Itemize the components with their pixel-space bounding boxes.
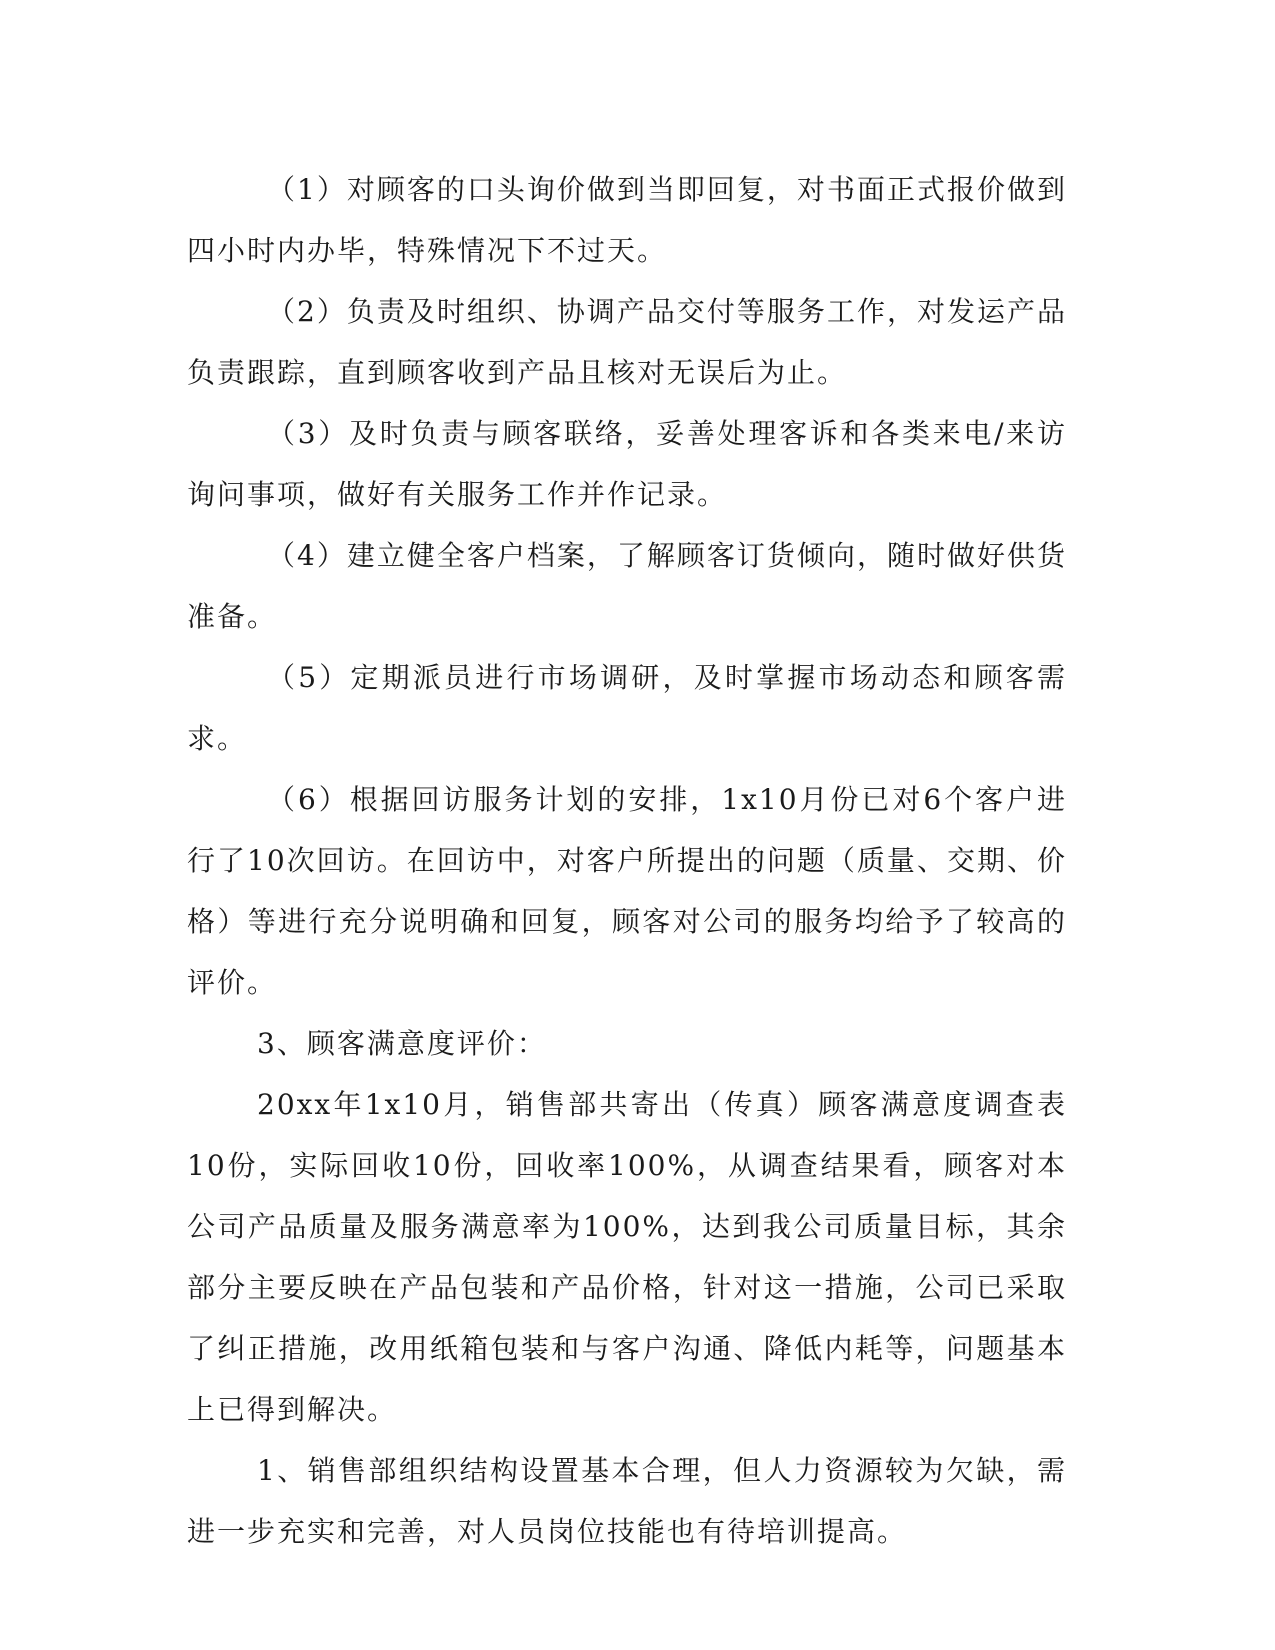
section-heading: 3、顾客满意度评价： (257, 1027, 547, 1060)
paragraph-1: （1）对顾客的口头询价做到当即回复，对书面正式报价做到四小时内办毕，特殊情况下不过天。 (187, 173, 1067, 267)
paragraph-2: （2）负责及时组织、协调产品交付等服务工作，对发运产品负责跟踪，直到顾客收到产品且核对无误后为止。 (187, 295, 1067, 389)
paragraph-5: （5）定期派员进行市场调研，及时掌握市场动态和顾客需求。 (187, 661, 1067, 755)
document-page (187, 159, 1067, 1562)
paragraph-7: 20xx年1x10月，销售部共寄出（传真）顾客满意度调查表10份，实际回收10份，回收率100%，从调查结果看，顾客对本公司产品质量及服务满意率为100%，达到我公司质量目标，其余部分主要反映在产品包装和产品价格，针对这一措施，公司已采取了纠正措施，改用纸箱包装和与客户沟通、降低内耗等，问题基本上已得到解决。 (187, 1088, 1067, 1426)
paragraph-3: （3）及时负责与顾客联络，妥善处理客诉和各类来电/来访询问事项，做好有关服务工作并作记录。 (187, 417, 1067, 511)
paragraph-8: 1、销售部组织结构设置基本合理，但人力资源较为欠缺，需进一步充实和完善，对人员岗位技能也有待培训提高。 (187, 1454, 1067, 1548)
paragraph-4: （4）建立健全客户档案，了解顾客订货倾向，随时做好供货准备。 (187, 539, 1067, 633)
paragraph-6: （6）根据回访服务计划的安排，1x10月份已对6个客户进行了10次回访。在回访中，对客户所提出的问题（质量、交期、价格）等进行充分说明确和回复，顾客对公司的服务均给予了较高的评价。 (187, 783, 1067, 999)
